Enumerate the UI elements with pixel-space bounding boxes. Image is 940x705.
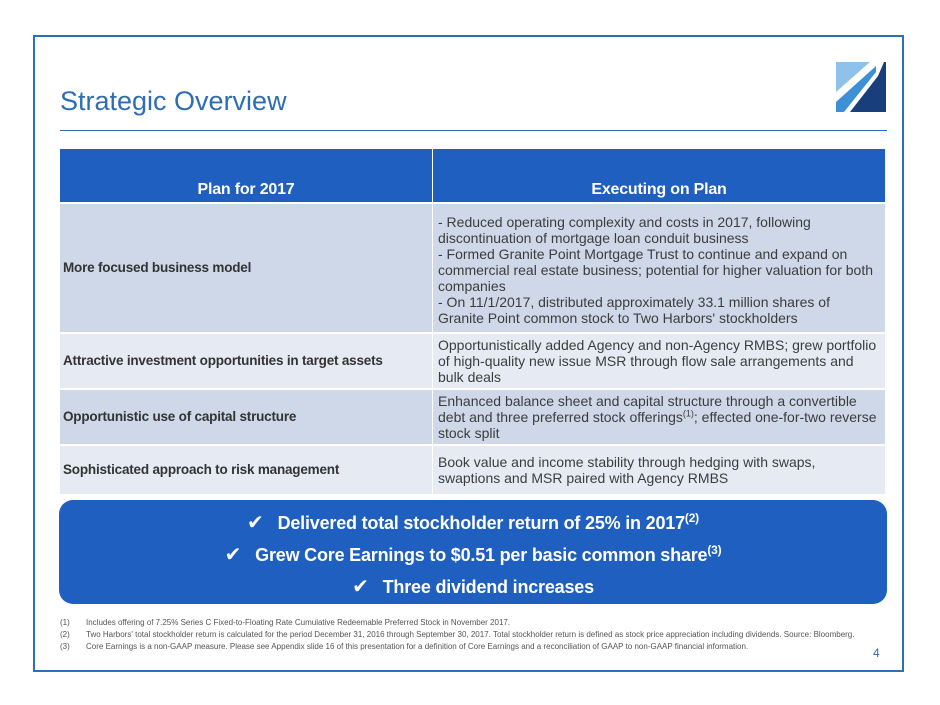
footnote: [60, 617, 860, 629]
plan-cell: Opportunistic use of capital structure: [60, 389, 433, 445]
table-row: [60, 333, 885, 389]
execution-cell: [433, 389, 886, 445]
highlight-text: Grew Core Earnings to $0.51 per basic common share: [255, 545, 708, 565]
footnote-number: (3): [60, 642, 70, 651]
highlight-item: [59, 510, 887, 535]
footnote-number: (2): [60, 630, 70, 639]
plan-cell: More focused business model: [60, 203, 433, 333]
checkmark-icon: ✔: [352, 576, 369, 598]
table-header-executing: Executing on Plan: [433, 149, 886, 203]
title-divider: [60, 130, 887, 131]
checkmark-icon: ✔: [247, 512, 264, 534]
footnote-ref: (2): [684, 511, 699, 525]
highlight-text: Three dividend increases: [382, 577, 594, 597]
footnote-text: Two Harbors' total stockholder return is calculated for the period December 31, 2016 through September 30, 2017. Total stockholder return is defined as stock price appreciation including dividends. Source: Bloomberg.: [86, 630, 855, 639]
execution-line: - On 11/1/2017, distributed approximately 33.1 million shares of Granite Point common stock to Two Harbors' stockholders: [438, 294, 830, 326]
execution-line: - Reduced operating complexity and costs in 2017, following discontinuation of mortgage loan conduit business: [438, 214, 811, 246]
footnote: [60, 629, 860, 641]
table-header-plan: Plan for 2017: [60, 149, 433, 203]
page-title: Strategic Overview: [60, 86, 287, 116]
checkmark-icon: ✔: [224, 544, 242, 566]
execution-cell: Opportunistically added Agency and non-Agency RMBS; grew portfolio of high-quality new issue MSR through flow sale arrangements and bulk deals: [433, 333, 886, 389]
footnote-ref: (3): [707, 543, 722, 557]
table-row: [60, 389, 885, 445]
highlights-box: [59, 500, 887, 604]
execution-cell: Book value and income stability through hedging with swaps, swaptions and MSR paired with Agency RMBS: [433, 445, 886, 494]
plan-cell: Attractive investment opportunities in target assets: [60, 333, 433, 389]
footnote-text: Includes offering of 7.25% Series C Fixed-to-Floating Rate Cumulative Redeemable Preferred Stock in November 2017.: [86, 618, 511, 627]
highlight-item: [59, 542, 887, 567]
footnote-ref: (1): [682, 408, 694, 419]
execution-text: Enhanced balance sheet and capital structure through a convertible debt and three preferred stock offerings: [438, 393, 857, 425]
page-number: 4: [873, 646, 880, 660]
footnote-number: (1): [60, 618, 70, 627]
table-row: [60, 203, 885, 333]
footnotes: [60, 617, 860, 653]
company-logo-icon: [836, 62, 886, 112]
table-row: [60, 445, 885, 494]
execution-cell: [433, 203, 886, 333]
footnote: [60, 641, 860, 653]
highlight-text: Delivered total stockholder return of 25% in 2017: [277, 513, 685, 533]
execution-text: ; effected one-for-two reverse stock split: [438, 409, 877, 441]
footnote-text: Core Earnings is a non-GAAP measure. Please see Appendix slide 16 of this presentation for a definition of Core Earnings and a reconciliation of GAAP to non-GAAP financial information.: [86, 642, 749, 651]
highlight-item: [59, 574, 887, 599]
plan-cell: Sophisticated approach to risk management: [60, 445, 433, 494]
execution-line: - Formed Granite Point Mortgage Trust to continue and expand on commercial real estate business; potential for higher valuation for both companies: [438, 246, 874, 294]
strategy-table: [60, 149, 885, 494]
